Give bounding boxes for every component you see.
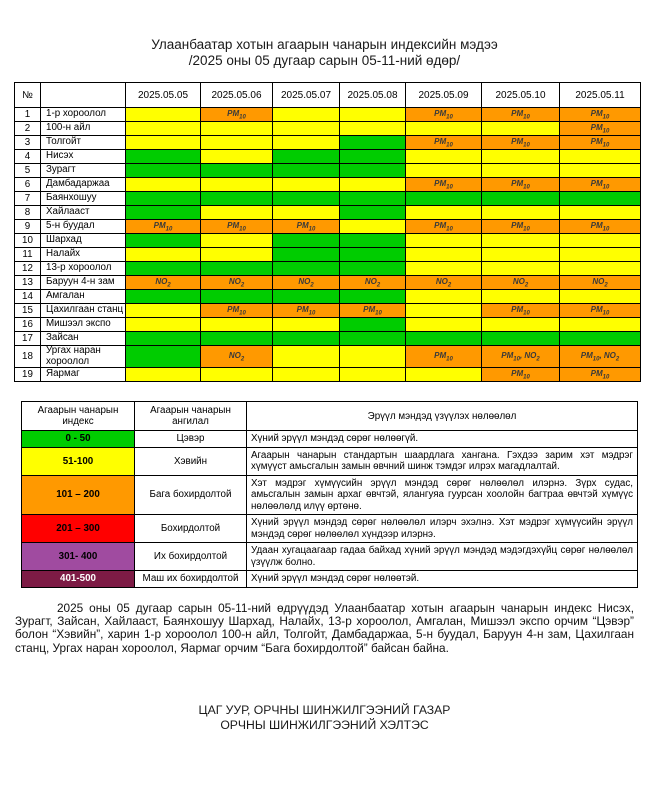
aqi-cell: [126, 290, 201, 304]
legend-index-range: 401-500: [22, 571, 135, 588]
station-number: 5: [15, 164, 41, 178]
aqi-cell: [340, 332, 406, 346]
station-row: [15, 220, 641, 234]
station-name: Цахилгаан станц: [41, 304, 126, 318]
station-name: 13-р хороолол: [41, 262, 126, 276]
legend-index-range: 101 – 200: [22, 475, 135, 515]
aqi-cell: [273, 108, 340, 122]
aqi-cell: $PM_{10}$: [482, 368, 560, 382]
legend-health-effect: Хүний эрүүл мэндэд сөрөг нөлөөлөл илэрч эхэлнэ. Хэт мэдрэг хүмүүсийн эрүүл мэндэд сөрөг нөлөөлөл хүндээр илэрнэ.: [247, 515, 638, 543]
aqi-cell: [340, 346, 406, 368]
aqi-cell: [126, 136, 201, 150]
aqi-cell: [406, 318, 482, 332]
station-name: Баруун 4-н зам: [41, 276, 126, 290]
aqi-cell: [482, 332, 560, 346]
aqi-cell: $PM_{10}$: [560, 220, 641, 234]
legend-class: Цэвэр: [135, 431, 247, 448]
agency-footer: [0, 703, 649, 733]
aqi-cell: [560, 192, 641, 206]
aqi-cell: [126, 192, 201, 206]
aqi-cell: [126, 206, 201, 220]
aqi-cell: [340, 262, 406, 276]
station-number: 16: [15, 318, 41, 332]
aqi-cell: $PM_{10}$: [560, 368, 641, 382]
aqi-cell: [340, 318, 406, 332]
legend-health-effect: Хүний эрүүл мэндэд сөрөг нөлөөгүй.: [247, 431, 638, 448]
aqi-cell: [406, 234, 482, 248]
legend-class: Их бохирдолтой: [135, 543, 247, 571]
aqi-cell: [340, 122, 406, 136]
aqi-cell: [273, 122, 340, 136]
aqi-cell: [406, 122, 482, 136]
aqi-cell: [560, 150, 641, 164]
aqi-cell: $PM_{10}$: [201, 108, 273, 122]
aqi-cell: $PM_{10}$, $NO_2$: [560, 346, 641, 368]
aqi-cell: $NO_2$: [482, 276, 560, 290]
aqi-cell: $PM_{10}$: [406, 346, 482, 368]
aqi-cell: [340, 234, 406, 248]
legend-row: [22, 571, 638, 588]
aqi-cell: [126, 234, 201, 248]
aqi-cell: $PM_{10}$: [273, 220, 340, 234]
aqi-cell: [406, 368, 482, 382]
aqi-cell: [126, 368, 201, 382]
station-row: [15, 164, 641, 178]
legend-row: [22, 475, 638, 515]
aqi-cell: [201, 368, 273, 382]
aqi-cell: [406, 248, 482, 262]
station-number: 2: [15, 122, 41, 136]
aqi-cell: $PM_{10}$: [201, 304, 273, 318]
station-row: [15, 122, 641, 136]
aqi-cell: [482, 150, 560, 164]
station-name: Баянхошуу: [41, 192, 126, 206]
aqi-cell: [340, 206, 406, 220]
station-name: Толгойт: [41, 136, 126, 150]
aqi-cell: [560, 234, 641, 248]
aqi-cell: [273, 290, 340, 304]
report-title-line1: Улаанбаатар хотын агаарын чанарын индексийн мэдээ: [151, 37, 498, 52]
station-number: 6: [15, 178, 41, 192]
aqi-cell: [126, 108, 201, 122]
aqi-cell: [201, 164, 273, 178]
aqi-cell: [201, 318, 273, 332]
aqi-cell: [340, 108, 406, 122]
aqi-cell: $PM_{10}$: [406, 108, 482, 122]
aqi-cell: $PM_{10}$: [126, 220, 201, 234]
aqi-cell: [273, 318, 340, 332]
summary-paragraph: 2025 оны 05 дугаар сарын 05-11-ний өдрүүдэд Улаанбаатар хотын агаарын чанарын индекс Нисэх, Зурагт, Зайсан, Хайлааст, Баянхошуу Шархад, Налайх, 13-р хороолол, Амгалан, Мишээл экспо орчим “Цэвэр” болон “Хэвийн”, харин 1-р хороолол 100-н айл, Толгойт, Дамбадаржаа, 5-н буудал, Баруун 4-н зам, Цахилгаан станц, Ургах наран хороолол, Яармаг орчим “Бага бохирдолтой” байсан байна.: [15, 600, 634, 655]
aqi-cell: [482, 122, 560, 136]
aqi-cell: $PM_{10}$: [560, 136, 641, 150]
aqi-cell: [560, 290, 641, 304]
aqi-cell: [126, 178, 201, 192]
station-name: Нисэх: [41, 150, 126, 164]
station-number: 13: [15, 276, 41, 290]
station-number: 4: [15, 150, 41, 164]
aqi-cell: [560, 262, 641, 276]
legend-index-range: 51-100: [22, 447, 135, 475]
aqi-table-header-row: [15, 83, 641, 108]
aqi-cell: [406, 304, 482, 318]
aqi-cell: [201, 234, 273, 248]
aqi-cell: [126, 248, 201, 262]
aqi-cell: [273, 206, 340, 220]
aqi-cell: [126, 164, 201, 178]
station-row: [15, 234, 641, 248]
aqi-cell: [340, 220, 406, 234]
legend-class: Хэвийн: [135, 447, 247, 475]
col-header-date: 2025.05.09: [406, 83, 482, 108]
aqi-cell: $PM_{10}$: [406, 178, 482, 192]
aqi-cell: [201, 122, 273, 136]
station-row: [15, 346, 641, 368]
aqi-cell: [560, 206, 641, 220]
aqi-cell: $PM_{10}$: [273, 304, 340, 318]
aqi-cell: $PM_{10}$: [482, 108, 560, 122]
aqi-cell: [406, 164, 482, 178]
legend-class: Бага бохирдолтой: [135, 475, 247, 515]
aqi-cell: [406, 206, 482, 220]
aqi-table-body: [15, 108, 641, 382]
station-row: [15, 318, 641, 332]
col-header-date: 2025.05.08: [340, 83, 406, 108]
station-number: 7: [15, 192, 41, 206]
aqi-cell: [482, 234, 560, 248]
aqi-cell: [201, 248, 273, 262]
aqi-cell: [273, 346, 340, 368]
aqi-cell: [482, 262, 560, 276]
aqi-cell: [482, 164, 560, 178]
station-number: 17: [15, 332, 41, 346]
aqi-cell: $PM_{10}$: [201, 220, 273, 234]
aqi-cell: $NO_2$: [126, 276, 201, 290]
station-number: 18: [15, 346, 41, 368]
aqi-cell: $PM_{10}$: [560, 304, 641, 318]
station-row: [15, 136, 641, 150]
aqi-cell: [201, 150, 273, 164]
aqi-cell: [340, 192, 406, 206]
aqi-cell: $NO_2$: [340, 276, 406, 290]
station-number: 1: [15, 108, 41, 122]
aqi-cell: [273, 150, 340, 164]
station-name: Зурагт: [41, 164, 126, 178]
legend-class: Бохирдолтой: [135, 515, 247, 543]
legend-index-range: 201 – 300: [22, 515, 135, 543]
legend-col-header: Агаарын чанарын ангилал: [135, 402, 247, 431]
station-name: 5-н буудал: [41, 220, 126, 234]
aqi-cell: [201, 262, 273, 276]
station-name: 1-р хороолол: [41, 108, 126, 122]
col-header-date: 2025.05.06: [201, 83, 273, 108]
station-number: 15: [15, 304, 41, 318]
aqi-cell: $PM_{10}$: [560, 178, 641, 192]
aqi-cell: [126, 318, 201, 332]
aqi-cell: $NO_2$: [560, 276, 641, 290]
station-number: 3: [15, 136, 41, 150]
aqi-cell: [340, 136, 406, 150]
aqi-cell: $PM_{10}$: [560, 108, 641, 122]
col-header-no: №: [15, 83, 41, 108]
aqi-cell: [201, 332, 273, 346]
legend-health-effect: Удаан хугацаагаар гадаа байхад хүний эрүүл мэндэд мэдэгдэхүйц сөрөг нөлөөлөл үзүүлж болно.: [247, 543, 638, 571]
station-row: [15, 192, 641, 206]
aqi-cell: [126, 262, 201, 276]
legend-col-header: Эрүүл мэндэд үзүүлэх нөлөөлөл: [247, 402, 638, 431]
aqi-cell: [126, 122, 201, 136]
aqi-cell: [340, 248, 406, 262]
legend-health-effect: Агаарын чанарын стандартын шаардлага хангана. Гэхдээ зарим хэт мэдрэг хүмүүст амьсгалын замын өвчний шинж тэмдэг илрэх магадлалтай.: [247, 447, 638, 475]
aqi-cell: [406, 290, 482, 304]
col-header-date: 2025.05.05: [126, 83, 201, 108]
aqi-cell: [201, 192, 273, 206]
legend-col-header: Агаарын чанарын индекс: [22, 402, 135, 431]
aqi-cell: [273, 332, 340, 346]
legend-row: [22, 515, 638, 543]
station-number: 12: [15, 262, 41, 276]
station-name: Яармаг: [41, 368, 126, 382]
aqi-cell: [482, 248, 560, 262]
legend-header-row: [22, 402, 638, 431]
aqi-cell: $PM_{10}$: [482, 304, 560, 318]
aqi-cell: [482, 290, 560, 304]
aqi-cell: [406, 332, 482, 346]
station-number: 10: [15, 234, 41, 248]
aqi-cell: $PM_{10}$: [482, 220, 560, 234]
station-name: Амгалан: [41, 290, 126, 304]
station-number: 19: [15, 368, 41, 382]
station-name: Налайх: [41, 248, 126, 262]
legend-row: [22, 447, 638, 475]
aqi-cell: [273, 368, 340, 382]
aqi-cell: $NO_2$: [406, 276, 482, 290]
aqi-legend-table: [21, 401, 638, 588]
aqi-cell: $PM_{10}$: [406, 220, 482, 234]
legend-row: [22, 431, 638, 448]
aqi-cell: [201, 206, 273, 220]
aqi-cell: [560, 318, 641, 332]
aqi-cell: [482, 318, 560, 332]
legend-health-effect: Хэт мэдрэг хүмүүсийн эрүүл мэндэд сөрөг нөлөөлөл илэрнэ. Зүрх судас, амьсгалын замын архаг өвчтэй, ялангуяа гуурсан хоолойн багтраа өвчтэй хүмүүс нөлөөлөлд илүү өртөнө.: [247, 475, 638, 515]
legend-class: Маш их бохирдолтой: [135, 571, 247, 588]
aqi-cell: [126, 332, 201, 346]
station-name: Хайлааст: [41, 206, 126, 220]
station-row: [15, 262, 641, 276]
aqi-cell: [273, 136, 340, 150]
aqi-cell: [126, 304, 201, 318]
report-title: [0, 37, 649, 68]
aqi-cell: $PM_{10}$: [340, 304, 406, 318]
station-row: [15, 248, 641, 262]
station-name: Ургах наран хороолол: [41, 346, 126, 368]
station-name: Дамбадаржаа: [41, 178, 126, 192]
aqi-cell: [482, 206, 560, 220]
aqi-cell: [126, 346, 201, 368]
station-number: 9: [15, 220, 41, 234]
aqi-cell: [201, 178, 273, 192]
aqi-cell: [340, 368, 406, 382]
aqi-cell: [273, 178, 340, 192]
legend-row: [22, 543, 638, 571]
aqi-cell: [560, 164, 641, 178]
aqi-cell: [273, 234, 340, 248]
station-row: [15, 368, 641, 382]
station-row: [15, 108, 641, 122]
station-number: 11: [15, 248, 41, 262]
aqi-cell: [273, 164, 340, 178]
station-row: [15, 178, 641, 192]
aqi-cell: [201, 290, 273, 304]
aqi-cell: $PM_{10}$: [482, 178, 560, 192]
station-row: [15, 206, 641, 220]
aqi-cell: [560, 248, 641, 262]
station-row: [15, 290, 641, 304]
agency-footer-line1: ЦАГ УУР, ОРЧНЫ ШИНЖИЛГЭЭНИЙ ГАЗАР: [198, 703, 451, 718]
aqi-cell: [340, 164, 406, 178]
aqi-cell: [406, 262, 482, 276]
legend-health-effect: Хүний эрүүл мэндэд сөрөг нөлөөтэй.: [247, 571, 638, 588]
aqi-cell: $PM_{10}$: [406, 136, 482, 150]
legend-index-range: 0 - 50: [22, 431, 135, 448]
station-row: [15, 332, 641, 346]
station-name: 100-н айл: [41, 122, 126, 136]
station-number: 14: [15, 290, 41, 304]
station-row: [15, 304, 641, 318]
aqi-cell: [482, 192, 560, 206]
aqi-cell: [406, 192, 482, 206]
aqi-cell: $PM_{10}$: [482, 136, 560, 150]
aqi-cell: [273, 192, 340, 206]
aqi-cell: [340, 178, 406, 192]
aqi-cell: [406, 150, 482, 164]
aqi-cell: $PM_{10}$: [560, 122, 641, 136]
legend-body: [22, 431, 638, 588]
aqi-cell: [340, 150, 406, 164]
station-number: 8: [15, 206, 41, 220]
col-header-date: 2025.05.11: [560, 83, 641, 108]
agency-footer-line2: ОРЧНЫ ШИНЖИЛГЭЭНИЙ ХЭЛТЭС: [220, 718, 429, 733]
aqi-cell: $NO_2$: [273, 276, 340, 290]
aqi-table: [14, 82, 641, 382]
aqi-cell: [273, 248, 340, 262]
station-name: Зайсан: [41, 332, 126, 346]
col-header-date: 2025.05.10: [482, 83, 560, 108]
aqi-cell: [201, 136, 273, 150]
report-title-line2: /2025 оны 05 дугаар сарын 05-11-ний өдөр/: [188, 52, 461, 68]
aqi-cell: $PM_{10}$, $NO_2$: [482, 346, 560, 368]
aqi-cell: [126, 150, 201, 164]
col-header-station: [41, 83, 126, 108]
station-name: Мишээл экспо: [41, 318, 126, 332]
station-row: [15, 150, 641, 164]
aqi-cell: $NO_2$: [201, 346, 273, 368]
station-row: [15, 276, 641, 290]
legend-index-range: 301- 400: [22, 543, 135, 571]
aqi-cell: [560, 332, 641, 346]
aqi-cell: [340, 290, 406, 304]
col-header-date: 2025.05.07: [273, 83, 340, 108]
station-name: Шархад: [41, 234, 126, 248]
aqi-cell: [273, 262, 340, 276]
aqi-cell: $NO_2$: [201, 276, 273, 290]
